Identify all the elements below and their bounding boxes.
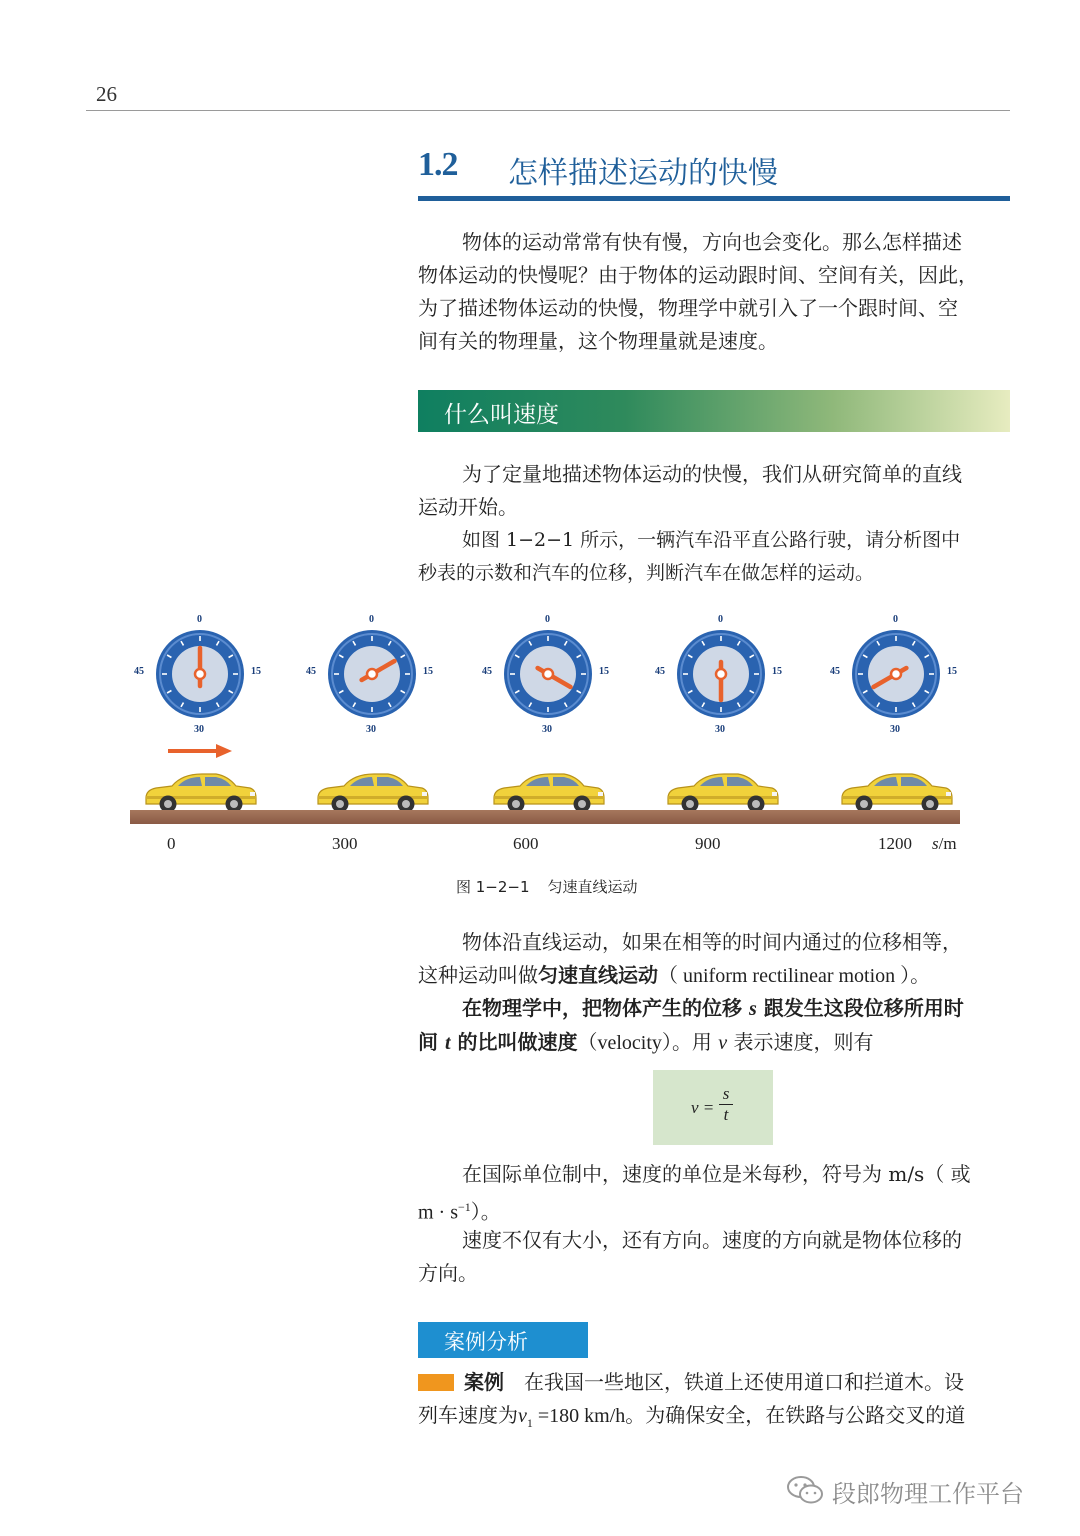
body-line: 在我国一些地区，铁道上还使用道口和拦道木。设 <box>524 1370 964 1394</box>
axis-tick-label: 0 <box>167 834 176 853</box>
formula-lhs: v = <box>691 1098 715 1117</box>
body-text: 间 <box>418 1030 445 1054</box>
axis-tick-label: 1200 <box>878 834 912 853</box>
figure-caption <box>456 876 638 897</box>
body-text: 表示速度，则有 <box>727 1030 874 1054</box>
axis-tick-label: 300 <box>332 834 358 853</box>
var-v: v <box>718 1032 728 1054</box>
dial-label-bottom: 30 <box>542 724 552 735</box>
velocity-formula <box>653 1070 773 1145</box>
body-line: 为了定量地描述物体运动的快慢，我们从研究简单的直线 <box>462 462 962 486</box>
car-icon <box>838 768 954 814</box>
body-text: 列车速度为 <box>418 1403 518 1427</box>
intro-line: 物体运动的快慢呢？由于物体的运动跟时间、空间有关，因此， <box>418 263 978 287</box>
stopwatch-icon <box>500 626 596 722</box>
dial-label-left: 45 <box>655 666 665 677</box>
intro-line: 间有关的物理量，这个物理量就是速度。 <box>418 329 778 353</box>
var-s: s <box>748 998 757 1020</box>
term-english: （velocity） <box>577 1032 672 1054</box>
formula-denominator: t <box>723 1105 729 1124</box>
section-heading <box>418 146 1010 190</box>
dial-label-left: 45 <box>830 666 840 677</box>
definition-paragraph-1 <box>418 926 1010 993</box>
dial-label-top: 0 <box>197 614 202 625</box>
stopwatch-icon <box>324 626 420 722</box>
watermark <box>786 1472 1056 1508</box>
case-marker-icon <box>418 1374 454 1391</box>
stopwatch-icon <box>152 626 248 722</box>
body-text: =180 km/h。为确保安全，在铁路与公路交叉的道 <box>532 1405 966 1427</box>
direction-arrow-icon <box>168 744 232 758</box>
dial-label-right: 15 <box>423 666 433 677</box>
dial-label-top: 0 <box>718 614 723 625</box>
case-analysis-title: 案例分析 <box>444 1330 528 1354</box>
axis-unit-text: /m <box>938 834 957 853</box>
term-velocity: 的比叫做速度 <box>450 1030 578 1054</box>
dial-label-right: 15 <box>947 666 957 677</box>
header-rule <box>86 110 1010 111</box>
car-icon <box>490 768 606 814</box>
body-text: 跟发生这段位移所用时 <box>756 996 964 1020</box>
body-line: 物体沿直线运动，如果在相等的时间内通过的位移相等， <box>462 930 962 954</box>
dial-label-left: 45 <box>482 666 492 677</box>
intro-paragraph <box>418 226 1010 358</box>
page-number: 26 <box>96 82 117 106</box>
dial-label-left: 45 <box>134 666 144 677</box>
axis-unit <box>932 834 957 854</box>
subheading-bar <box>418 390 1010 432</box>
body-text: ）。 <box>470 1199 501 1224</box>
section-number: 1.2 <box>418 146 458 183</box>
stopwatch-icon <box>848 626 944 722</box>
formula-numerator: s <box>722 1084 730 1103</box>
dial-label-bottom: 30 <box>890 724 900 735</box>
units-paragraph <box>418 1158 1010 1230</box>
case-label: 案例 <box>464 1370 504 1394</box>
body-line: 运动开始。 <box>418 495 518 519</box>
axis-tick-label: 900 <box>695 834 721 853</box>
dial-label-top: 0 <box>545 614 550 625</box>
body-line: 在国际单位制中，速度的单位是米每秒，符号为 m/s（ 或 <box>462 1162 971 1186</box>
intro-line: 为了描述物体运动的快慢，物理学中就引入了一个跟时间、空 <box>418 296 958 320</box>
dial-label-bottom: 30 <box>715 724 725 735</box>
body-line: 速度不仅有大小，还有方向。速度的方向就是物体位移的 <box>462 1228 962 1252</box>
var-subscript: 1 <box>526 1416 533 1430</box>
caption-text: 匀速直线运动 <box>547 878 638 896</box>
dial-label-bottom: 30 <box>194 724 204 735</box>
formula-box <box>653 1070 773 1145</box>
body-line: 如图 1−2−1 所示，一辆汽车沿平直公路行驶，请分析图中 <box>462 529 961 551</box>
term-uniform-motion: 匀速直线运动 <box>538 963 658 987</box>
subheading-text: 什么叫速度 <box>444 402 559 428</box>
dial-label-top: 0 <box>369 614 374 625</box>
var-t: t <box>444 1032 451 1054</box>
wechat-icon <box>786 1474 824 1506</box>
term-english: （ uniform rectilinear motion ） <box>658 965 911 987</box>
unit-exponent: −1 <box>458 1200 471 1214</box>
definition-paragraph-2 <box>418 992 1010 1060</box>
road <box>130 810 960 824</box>
car-icon <box>314 768 430 814</box>
body-line: 方向。 <box>418 1261 478 1285</box>
dial-label-right: 15 <box>599 666 609 677</box>
case-paragraph <box>418 1366 1010 1440</box>
section-title: 怎样描述运动的快慢 <box>508 156 778 191</box>
dial-label-top: 0 <box>893 614 898 625</box>
unit-text: m · s <box>418 1201 458 1224</box>
title-underline <box>418 196 1010 201</box>
caption-number: 图 1−2−1 <box>456 878 530 896</box>
body-text: 这种运动叫做 <box>418 963 538 987</box>
var-v1: v <box>518 1405 527 1427</box>
watermark-text: 段郎物理工作平台 <box>832 1480 1024 1508</box>
case-analysis-bar <box>418 1322 588 1358</box>
body-text: 。用 <box>671 1030 719 1054</box>
intro-line: 物体的运动常常有快有慢，方向也会变化。那么怎样描述 <box>462 230 962 254</box>
body-text: 。 <box>910 963 931 987</box>
body-line: 秒表的示数和汽车的位移，判断汽车在做怎样的运动。 <box>418 562 875 584</box>
axis-tick-label: 600 <box>513 834 539 853</box>
stopwatch-icon <box>673 626 769 722</box>
dial-label-bottom: 30 <box>366 724 376 735</box>
direction-paragraph <box>418 1224 1010 1290</box>
axis-unit-var: s <box>932 834 939 853</box>
formula-fraction <box>719 1084 733 1125</box>
dial-label-left: 45 <box>306 666 316 677</box>
dial-label-right: 15 <box>772 666 782 677</box>
dial-label-right: 15 <box>251 666 261 677</box>
body-paragraph-1 <box>418 458 1010 524</box>
car-icon <box>142 768 258 814</box>
body-text: 在物理学中，把物体产生的位移 <box>462 996 749 1020</box>
car-icon <box>664 768 780 814</box>
body-paragraph-2 <box>418 524 1010 590</box>
